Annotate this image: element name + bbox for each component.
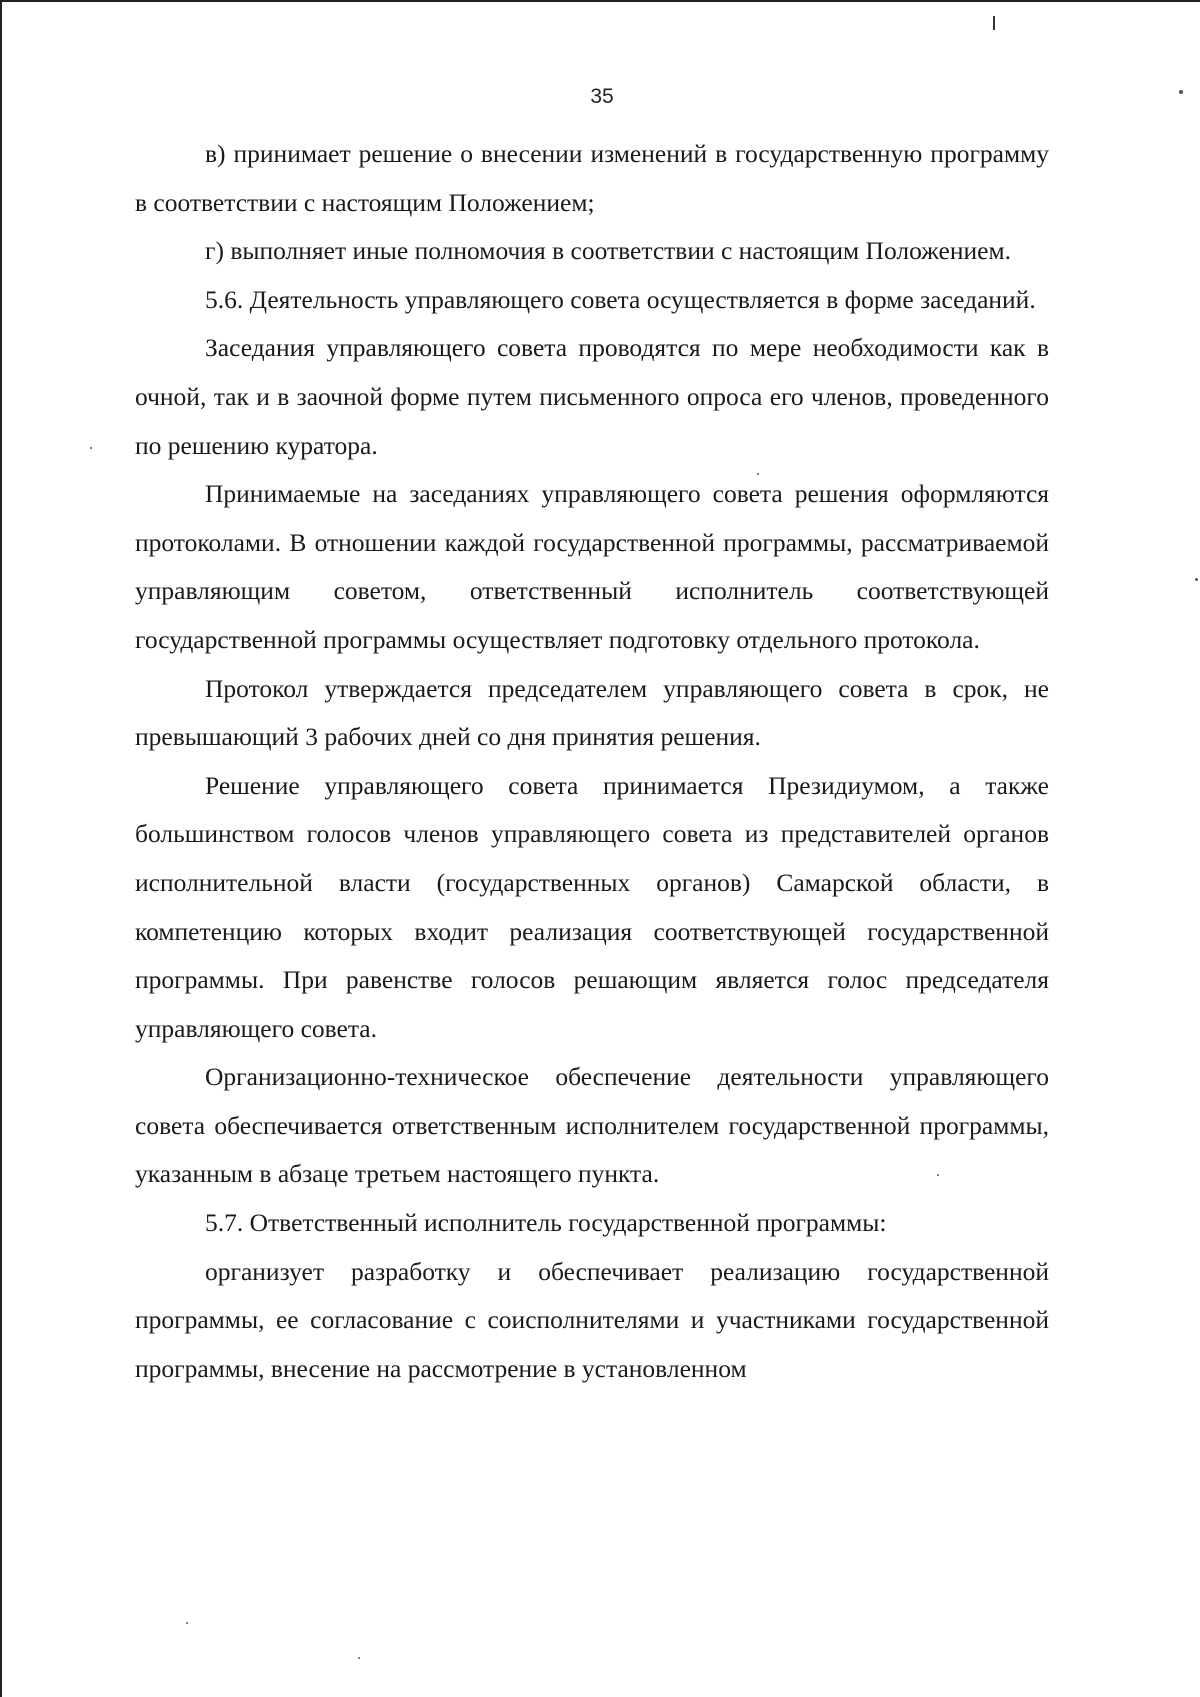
paragraph-item-g: г) выполняет иные полномочия в соответствии с настоящим Положением.	[205, 236, 1011, 266]
paragraph-5-7: 5.7. Ответственный исполнитель государственной программы:	[205, 1208, 887, 1238]
paragraph-item-v: в) принимает решение о внесении изменений в государственную программу в соответствии с настоящим Положением;	[135, 139, 1049, 217]
page-number: 35	[590, 85, 614, 108]
paragraph-meetings: Заседания управляющего совета проводятся по мере необходимости как в очной, так и в заочной форме путем письменного опроса его членов, проведенного по решению куратора.	[135, 333, 1049, 460]
document-body	[135, 130, 1049, 1393]
paragraph-support: Организационно-техническое обеспечение деятельности управляющего совета обеспечивается ответственным исполнителем государственной программы, указанным в абзаце третьем настоящего пункта.	[135, 1062, 1049, 1189]
paragraph-5-6: 5.6. Деятельность управляющего совета осуществляется в форме заседаний.	[205, 284, 1036, 314]
paragraph-protocol-approval: Протокол утверждается председателем управляющего совета в срок, не превышающий 3 рабочих дней со дня принятия решения.	[135, 673, 1049, 752]
paragraph-decision: Решение управляющего совета принимается Президиумом, а также большинством голосов членов управляющего совета из представителей органов исполнительной власти (государственных органов) Самарской области, в компетенцию которых входит реализация соответствующей государственной программы. При равенстве голосов решающим является голос председателя управляющего совета.	[135, 770, 1049, 1043]
paragraph-organizes: организует разработку и обеспечивает реализацию государственной программы, ее согласование с соисполнителями и участниками государственной программы, внесение на рассмотрение в установленном	[135, 1256, 1049, 1383]
paragraph-protocols: Принимаемые на заседаниях управляющего совета решения оформляются протоколами. В отношении каждой государственной программы, рассматриваемой управляющим советом, ответственный исполнитель соответствующей государственной программы осуществляет подготовку отдельного протокола.	[135, 479, 1049, 654]
